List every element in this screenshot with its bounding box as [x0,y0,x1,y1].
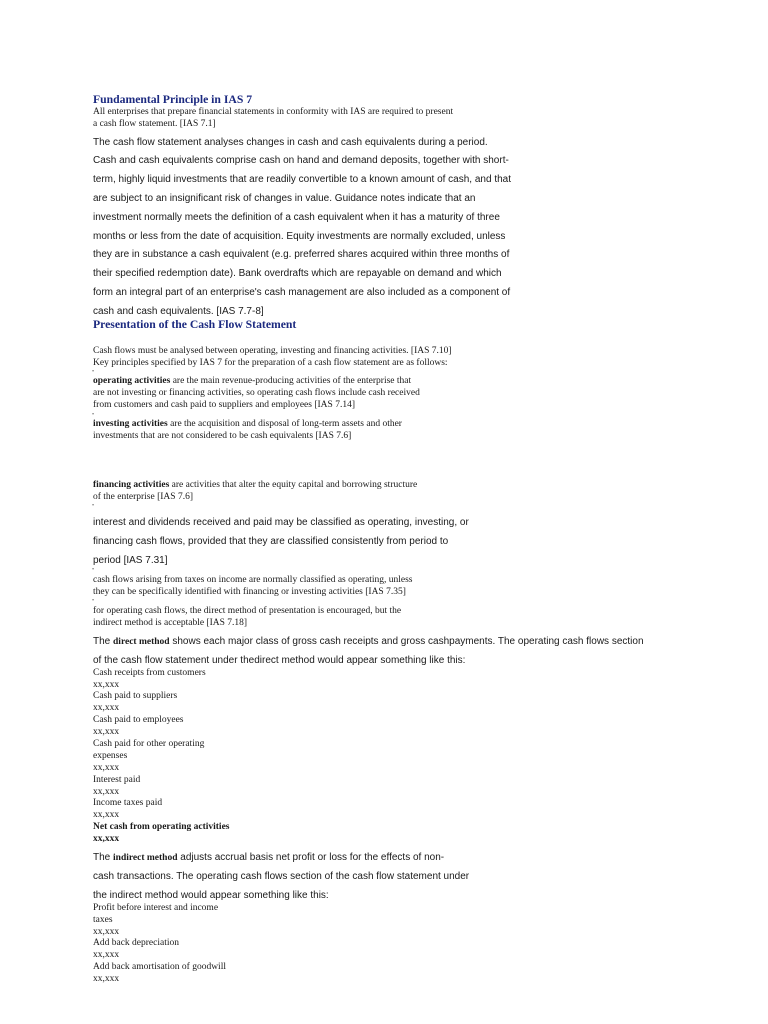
indirect-method-lead: The [93,852,114,863]
section-heading-fundamental: Fundamental Principle in IAS 7 [93,93,253,106]
intro-line: a cash flow statement. [IAS 7.1] [93,119,216,129]
statement-item-value: xx,xxx [93,727,120,737]
principle-line: from customers and cash paid to suppliers and employees [IAS 7.14] [93,400,355,410]
principle-line: for operating cash flows, the direct method of presentation is encouraged, but the [93,606,402,616]
indirect-method-text: adjusts accrual basis net profit or loss for the effects of non- [177,852,445,863]
statement-item-value: xx,xxx [93,680,120,690]
statement-item-value: xx,xxx [93,703,120,713]
principle-line: are not investing or financing activities, so operating cash flows include cash received [93,388,420,398]
principle-text: are the main revenue-producing activities of the enterprise that [170,376,412,386]
direct-method-lead: The [93,636,114,647]
principle-line: of the enterprise [IAS 7.6] [93,492,193,502]
paragraph-line: form an integral part of an enterprise's cash management are also included as a component of [93,287,511,298]
bullet-icon: • [92,567,95,573]
statement-item-value: xx,xxx [93,763,120,773]
principle-line [93,479,417,491]
direct-method-line: of the cash flow statement under thedirect method would appear something like this: [93,655,466,666]
statement-item-label: Cash paid to employees [93,715,184,725]
principle-line: interest and dividends received and paid may be classified as operating, investing, or [93,517,469,528]
statement-item-label: Cash paid to suppliers [93,691,178,701]
principle-line: cash flows arising from taxes on income are normally classified as operating, unless [93,575,413,585]
statement-item-label: expenses [93,751,128,761]
principle-text: are activities that alter the equity capital and borrowing structure [169,480,418,490]
intro-line: Key principles specified by IAS 7 for the preparation of a cash flow statement are as follows: [93,358,448,368]
statement-item-label: taxes [93,915,113,925]
statement-item-label: Profit before interest and income [93,903,219,913]
indirect-method-term: indirect method [113,853,178,863]
direct-method-text: shows each major class of gross cash receipts and gross cashpayments. The operating cash flows section [169,636,644,647]
statement-item-value: xx,xxx [93,787,120,797]
intro-line: Cash flows must be analysed between operating, investing and financing activities. [IAS 7.10] [93,346,452,356]
statement-item-label: Cash receipts from customers [93,668,206,678]
bullet-icon: • [92,412,95,418]
indirect-method-line: the indirect method would appear something like this: [93,890,329,901]
principle-line [93,418,402,430]
paragraph-line: investment normally meets the definition of a cash equivalent when it has a maturity of three [93,212,500,223]
statement-item-value: xx,xxx [93,810,120,820]
principle-line: period [IAS 7.31] [93,555,168,566]
paragraph-line: their specified redemption date). Bank overdrafts which are repayable on demand and which [93,268,502,279]
principle-line: they can be specifically identified with financing or investing activities [IAS 7.35] [93,587,406,597]
principle-term: operating activities [93,376,171,386]
bullet-icon: • [92,369,95,375]
indirect-method-line: cash transactions. The operating cash flows section of the cash flow statement under [93,871,470,882]
direct-method-term: direct method [113,637,170,647]
direct-method-line [93,635,644,649]
statement-item-label: Add back amortisation of goodwill [93,962,226,972]
principle-line: investments that are not considered to be cash equivalents [IAS 7.6] [93,431,352,441]
principle-line: financing cash flows, provided that they are classified consistently from period to [93,536,449,547]
paragraph-line: cash and cash equivalents. [IAS 7.7-8] [93,306,264,317]
bullet-icon: • [92,598,95,604]
statement-item-label: Cash paid for other operating [93,739,205,749]
principle-term: investing activities [93,419,168,429]
principle-line: indirect method is acceptable [IAS 7.18] [93,618,248,628]
indirect-method-line [93,851,444,865]
principle-term: financing activities [93,480,170,490]
paragraph-line: months or less from the date of acquisition. Equity investments are normally excluded, unless [93,231,506,242]
statement-total-label: Net cash from operating activities [93,822,230,832]
statement-item-value: xx,xxx [93,927,120,937]
statement-item-label: Interest paid [93,775,141,785]
intro-line: All enterprises that prepare financial statements in conformity with IAS are required to present [93,107,454,117]
statement-item-value: xx,xxx [93,950,120,960]
statement-total-value: xx,xxx [93,834,120,844]
statement-item-value: xx,xxx [93,974,120,984]
paragraph-line: The cash flow statement analyses changes in cash and cash equivalents during a period. [93,137,488,148]
statement-item-label: Income taxes paid [93,798,163,808]
statement-item-label: Add back depreciation [93,938,179,948]
section-heading-presentation: Presentation of the Cash Flow Statement [93,318,297,331]
principle-text: are the acquisition and disposal of long-term assets and other [167,419,402,429]
principle-line [93,375,411,387]
bullet-icon: • [92,503,95,509]
paragraph-line: Cash and cash equivalents comprise cash on hand and demand deposits, together with short- [93,155,509,166]
paragraph-line: they are in substance a cash equivalent (e.g. preferred shares acquired within three months of [93,249,510,260]
paragraph-line: term, highly liquid investments that are readily convertible to a known amount of cash, and that [93,174,512,185]
paragraph-line: are subject to an insignificant risk of changes in value. Guidance notes indicate that an [93,193,476,204]
